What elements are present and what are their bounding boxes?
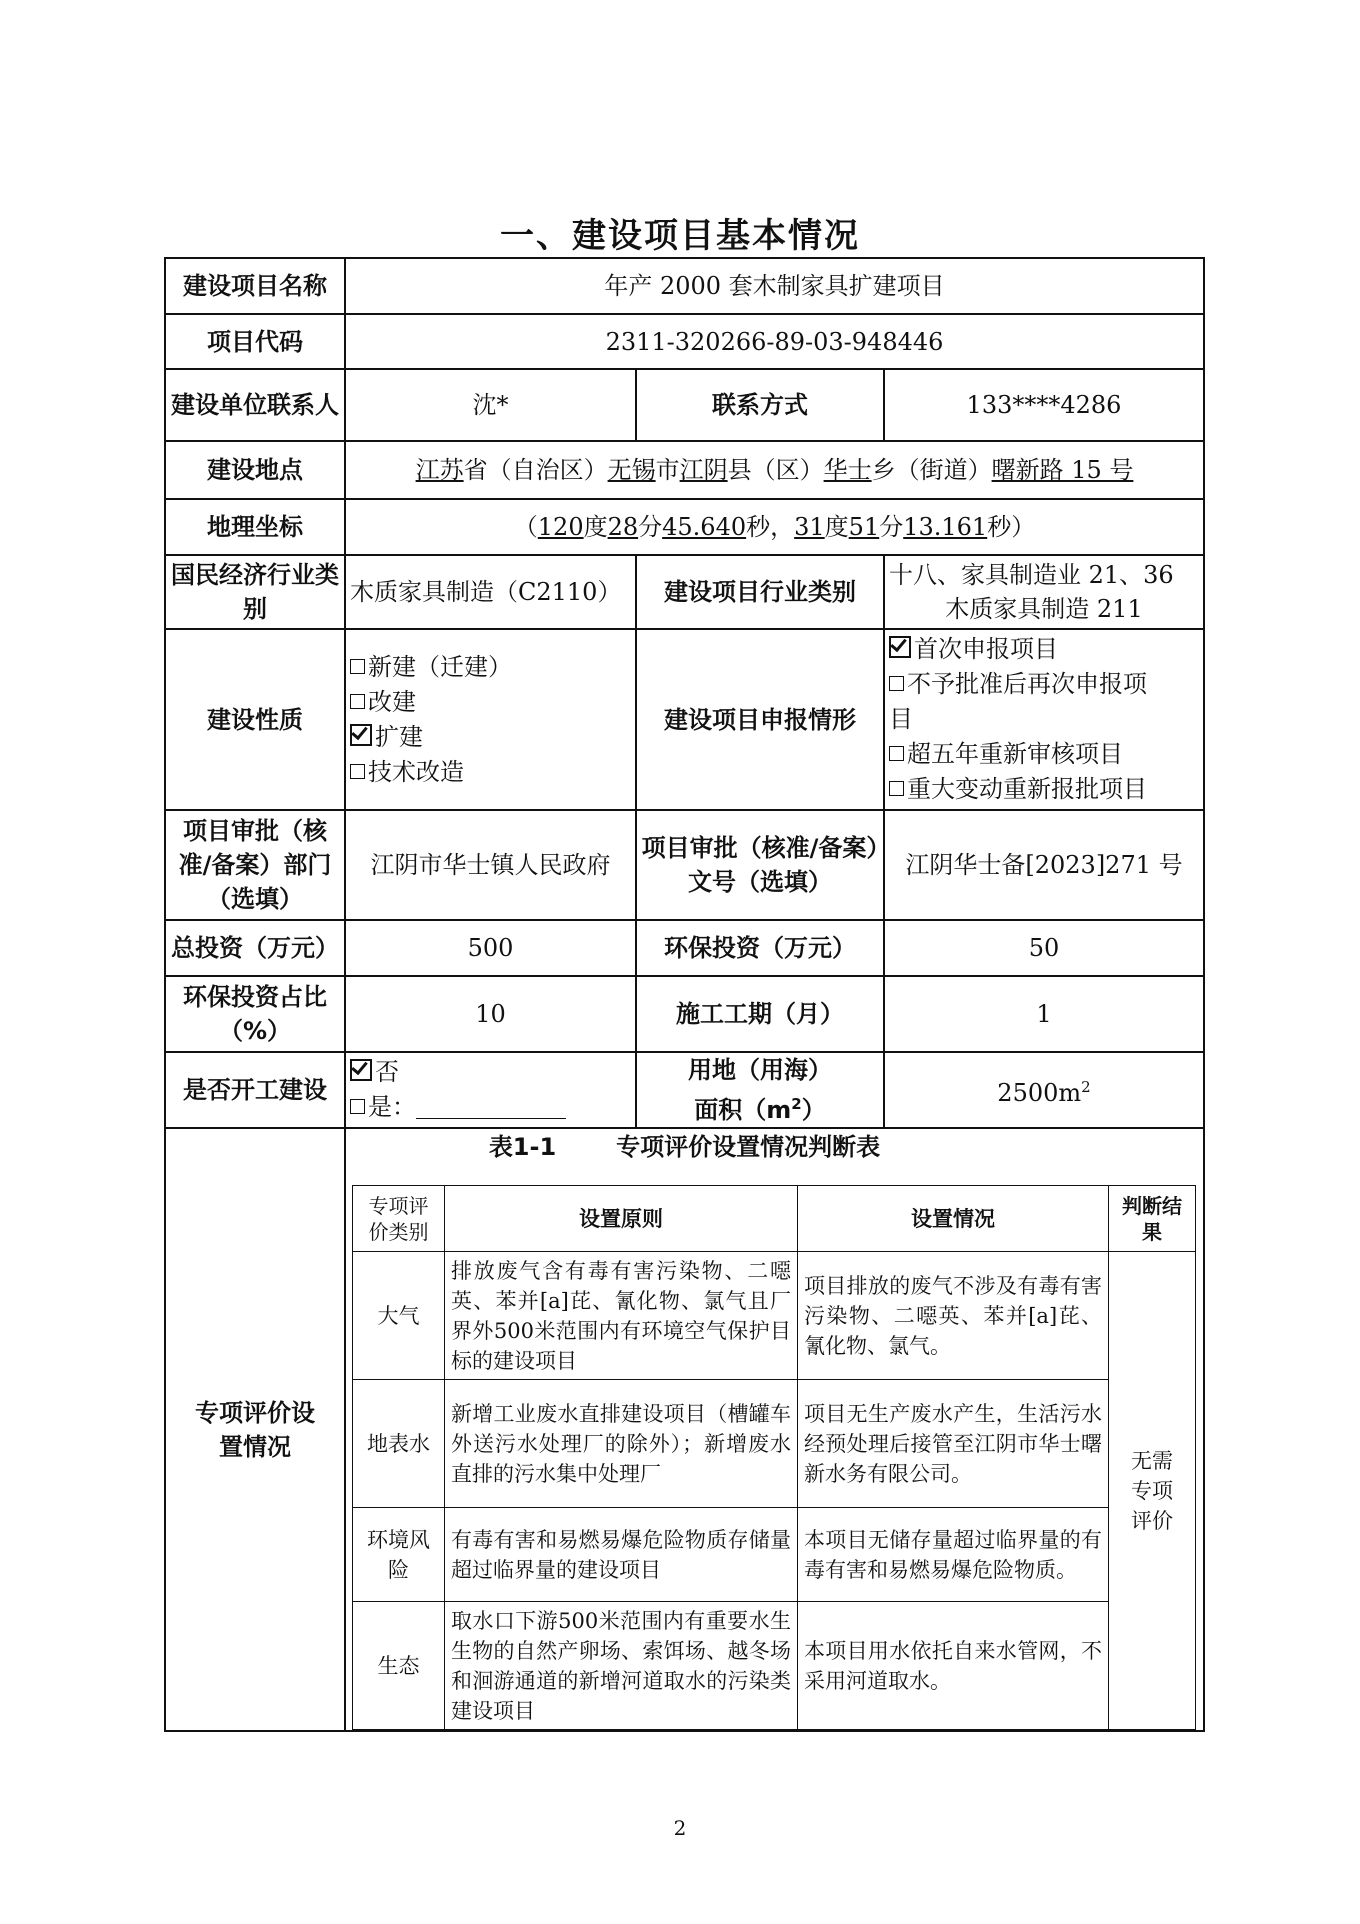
- special-content: [345, 1128, 1204, 1731]
- area-label: [636, 1052, 884, 1128]
- row-category: 大气: [353, 1252, 445, 1380]
- industry-value: 木质家具制造（C2110）: [345, 555, 636, 629]
- approval-doc-label: 项目审批（核准/备案）文号（选填）: [636, 810, 884, 920]
- option-label: 是：: [368, 1093, 416, 1121]
- area-label-text: 面积（m: [694, 1096, 792, 1124]
- row-situation: 项目排放的废气不涉及有毒有害污染物、二噁英、苯并[a]芘、氰化物、氯气。: [798, 1252, 1109, 1380]
- apply-option-first[interactable]: [889, 632, 1199, 667]
- project-industry-label: 建设项目行业类别: [636, 555, 884, 629]
- contact-value: 沈*: [345, 369, 636, 441]
- row-principle: 排放废气含有毒有害污染物、二噁英、苯并[a]芘、氰化物、氯气且厂界外500米范围内有环境空气保护目标的建设项目: [445, 1252, 798, 1380]
- option-label: 超五年重新审核项目: [907, 740, 1123, 768]
- location-county: 江阴: [679, 456, 728, 484]
- period-value: 1: [884, 976, 1204, 1052]
- row-category: 环境风险: [353, 1508, 445, 1602]
- project-code-label: 项目代码: [165, 314, 345, 369]
- project-code-value: 2311-320266-89-03-948446: [345, 314, 1204, 369]
- location-town-suffix: 乡（街道）: [871, 456, 992, 484]
- basic-info-table: [164, 257, 1205, 1732]
- area-value-sup: 2: [1081, 1078, 1091, 1096]
- area-value-text: 2500m: [997, 1079, 1082, 1107]
- row-category: 地表水: [353, 1380, 445, 1508]
- sub-table-caption: [345, 1129, 1203, 1165]
- checkbox-icon: [350, 659, 365, 674]
- checked-checkbox-icon: [350, 1059, 372, 1081]
- page-title: 一、建设项目基本情况: [500, 216, 860, 256]
- checkbox-icon: [350, 694, 365, 709]
- checkbox-icon: [350, 1099, 365, 1114]
- area-label-end: ）: [801, 1096, 826, 1124]
- nature-option-new[interactable]: [350, 650, 631, 685]
- header-result: 判断结果: [1109, 1186, 1196, 1252]
- lon-min: 28: [607, 513, 639, 541]
- started-label: 是否开工建设: [165, 1052, 345, 1128]
- header-category: 专项评价类别: [353, 1186, 445, 1252]
- project-industry-value: [884, 555, 1204, 629]
- checked-checkbox-icon: [350, 724, 372, 746]
- header-principle: 设置原则: [445, 1186, 798, 1252]
- row-situation: 本项目无储存量超过临界量的有毒有害和易燃易爆危险物质。: [798, 1508, 1109, 1602]
- lat-min: 51: [848, 513, 880, 541]
- started-option-no[interactable]: [350, 1055, 631, 1090]
- option-label: 新建（迁建）: [368, 652, 512, 681]
- special-eval-table: [352, 1185, 1196, 1730]
- checked-checkbox-icon: [889, 636, 911, 658]
- coord-sec-unit: 秒，: [746, 513, 795, 541]
- project-name-value: 年产 2000 套木制家具扩建项目: [345, 258, 1204, 314]
- approval-doc-value: 江阴华士备[2023]271 号: [884, 810, 1204, 920]
- table-row: [353, 1508, 1196, 1602]
- lat-deg: 31: [794, 513, 825, 541]
- coord-open: （: [513, 513, 538, 541]
- started-options: [345, 1052, 636, 1128]
- started-option-yes[interactable]: [350, 1090, 631, 1125]
- apply-options: [884, 629, 1204, 810]
- sub-table-caption-text: 专项评价设置情况判断表: [616, 1133, 881, 1161]
- location-county-suffix: 县（区）: [727, 456, 824, 484]
- nature-option-expand[interactable]: [350, 720, 631, 755]
- table-row: [353, 1380, 1196, 1508]
- row-situation: 项目无生产废水产生，生活污水经预处理后接管至江阴市华士曙新水务有限公司。: [798, 1380, 1109, 1508]
- sub-table-number: 表1-1: [488, 1133, 557, 1161]
- lon-sec: 45.640: [662, 513, 747, 541]
- location-street: 曙新路 15 号: [991, 456, 1134, 484]
- lon-deg: 120: [537, 513, 584, 541]
- area-label-line-2: [641, 1087, 879, 1127]
- ratio-label: 环保投资占比（%）: [165, 976, 345, 1052]
- nature-option-tech[interactable]: [350, 755, 631, 790]
- option-label: 重大变动重新报批项目: [907, 775, 1147, 803]
- row-situation: 本项目用水依托自来水管网，不采用河道取水。: [798, 1602, 1109, 1730]
- project-industry-line-2: 木质家具制造 211: [945, 595, 1143, 623]
- phone-value: 133****4286: [884, 369, 1204, 441]
- result-cell: 无需专项评价: [1109, 1252, 1196, 1730]
- approval-label: 项目审批（核准/备案）部门（选填）: [165, 810, 345, 920]
- coord-sec-unit-2: 秒）: [987, 513, 1036, 541]
- approval-value: 江阴市华士镇人民政府: [345, 810, 636, 920]
- apply-option-reapply-cont: 目: [889, 705, 913, 733]
- apply-label: 建设项目申报情形: [636, 629, 884, 810]
- row-principle: 有毒有害和易燃易爆危险物质存储量超过临界量的建设项目: [445, 1508, 798, 1602]
- coord-deg-unit-2: 度: [824, 513, 849, 541]
- nature-label: 建设性质: [165, 629, 345, 810]
- yes-blank-line[interactable]: [416, 1098, 566, 1119]
- location-town: 华士: [823, 456, 872, 484]
- option-label: 改建: [368, 687, 416, 716]
- location-value: [345, 441, 1204, 499]
- table-row: [353, 1252, 1196, 1380]
- row-principle: 新增工业废水直排建设项目（槽罐车外送污水处理厂的除外）；新增废水直排的污水集中处理厂: [445, 1380, 798, 1508]
- apply-option-major-change[interactable]: [889, 772, 1199, 807]
- nature-options: [345, 629, 636, 810]
- checkbox-icon: [889, 676, 904, 691]
- coord-min-unit: 分: [638, 513, 663, 541]
- coord-deg-unit: 度: [583, 513, 608, 541]
- row-category: 生态: [353, 1602, 445, 1730]
- area-value: [884, 1052, 1204, 1128]
- location-city: 无锡: [607, 456, 656, 484]
- project-industry-line-1: 十八、家具制造业 21、36: [889, 561, 1174, 589]
- area-label-line-1: 用地（用海）: [688, 1056, 832, 1084]
- apply-option-five-year[interactable]: [889, 737, 1199, 772]
- industry-label: 国民经济行业类别: [165, 555, 345, 629]
- coord-min-unit-2: 分: [879, 513, 904, 541]
- location-province: 江苏: [415, 456, 464, 484]
- coordinates-value: [345, 499, 1204, 555]
- location-label: 建设地点: [165, 441, 345, 499]
- area-label-sup: 2: [791, 1095, 802, 1113]
- nature-option-rebuild[interactable]: [350, 685, 631, 720]
- option-label: 否: [375, 1058, 399, 1086]
- option-label: 技术改造: [368, 757, 464, 786]
- env-investment-value: 50: [884, 920, 1204, 976]
- table-row: [353, 1602, 1196, 1730]
- investment-value: 500: [345, 920, 636, 976]
- ratio-value: 10: [345, 976, 636, 1052]
- special-label: 专项评价设置情况: [165, 1128, 345, 1731]
- apply-option-reapply[interactable]: [889, 667, 1199, 702]
- contact-label: 建设单位联系人: [165, 369, 345, 441]
- option-label: 扩建: [375, 722, 423, 751]
- option-label: 不予批准后再次申报项: [907, 670, 1147, 698]
- env-investment-label: 环保投资（万元）: [636, 920, 884, 976]
- project-name-label: 建设项目名称: [165, 258, 345, 314]
- investment-label: 总投资（万元）: [165, 920, 345, 976]
- coordinates-label: 地理坐标: [165, 499, 345, 555]
- header-situation: 设置情况: [798, 1186, 1109, 1252]
- location-province-suffix: 省（自治区）: [463, 456, 608, 484]
- row-principle: 取水口下游500米范围内有重要水生生物的自然产卵场、索饵场、越冬场和洄游通道的新增河道取水的污染类建设项目: [445, 1602, 798, 1730]
- option-label: 首次申报项目: [914, 635, 1058, 663]
- location-city-suffix: 市: [655, 456, 680, 484]
- lat-sec: 13.161: [903, 513, 988, 541]
- phone-label: 联系方式: [636, 369, 884, 441]
- checkbox-icon: [350, 764, 365, 779]
- period-label: 施工工期（月）: [636, 976, 884, 1052]
- page-number: 2: [673, 1816, 687, 1840]
- checkbox-icon: [889, 746, 904, 761]
- checkbox-icon: [889, 781, 904, 796]
